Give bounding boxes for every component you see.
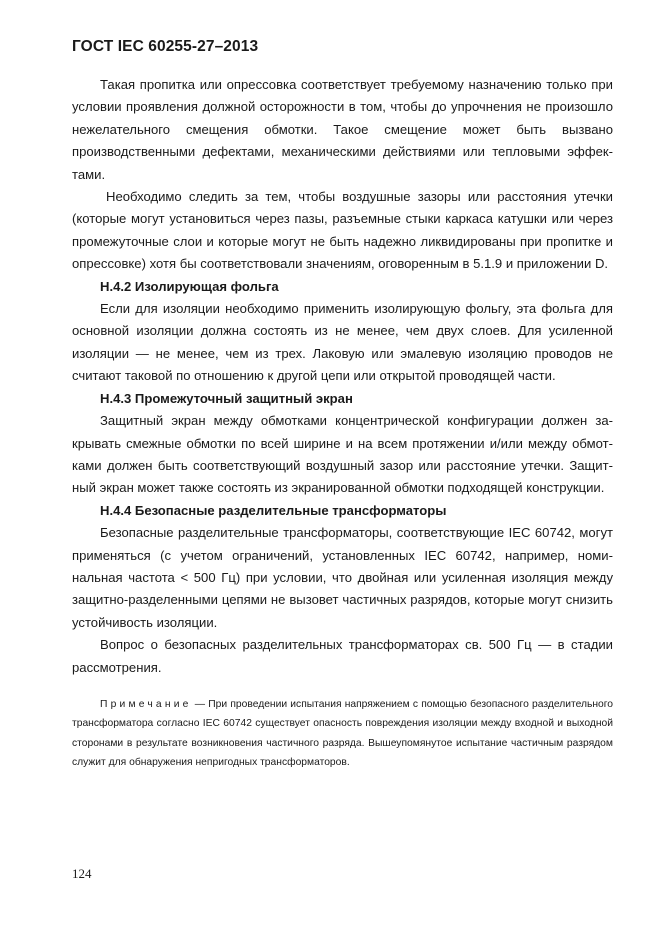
paragraph-insulating-foil: Если для изоляции необходимо применить изолирующую фольгу, эта фольга для основной изоляции должна состоять из не менее, чем двух слоев. Для усиленной изоляции — не менее, чем из трех. Лаковую или эмалевую изоляцию проводов не считают таковой по отношению к другой цепи или открытой проводящей части. xyxy=(72,301,613,384)
page-number: 124 xyxy=(72,866,92,881)
document-body xyxy=(72,74,613,773)
standard-header: ГОСТ IEC 60255-27–2013 xyxy=(72,38,259,55)
paragraph-air-gaps: Необходимо следить за тем, чтобы воздушные зазоры или расстояния утечки (которые могут установиться через пазы, разъемные стыки каркаса катушки или через промежуточные слои и которые могут не быть надежно ликвидированы при пропитке и опрессовке) хотя бы соответствовали значениям, оговоренным в 5.1.9 и приложении D. xyxy=(72,189,613,272)
paragraph-safety-transformers: Безопасные разделительные трансформаторы, соответствующие IEC 60742, могут применяться (с учетом ограничений, установленных IEC 60742, например, номинальная частота < 500 Гц) при условии, что двойная или усиленная изоляция между защитно-разделенными цепями не вызовет частичных разрядов, которые могут снизить устойчивость изоляции. xyxy=(72,525,613,630)
paragraph-protective-screen: Защитный экран между обмотками концентрической конфигурации должен закрывать смежные обмотки по всей ширине и на всем протяжении и/или между обмотками должен быть соответствующий воздушный зазор или расстояние утечки. Защитный экран может также состоять из экранированной обмотки подходящей конструкции. xyxy=(72,413,613,496)
paragraph-impregnation: Такая пропитка или опрессовка соответствует требуемому назначению только при условии проявления должной осторожности в том, чтобы до упрочнения не произошло нежелательного смещения обмотки. Такое смещение может быть вызвано производственными дефектами, механическими действиями или тепловыми эффектами. xyxy=(72,77,613,182)
paragraph-transformers-review: Вопрос о безопасных разделительных трансформаторах св. 500 Гц — в стадии рассмотрения. xyxy=(72,637,613,675)
note-block xyxy=(72,695,613,773)
section-title-safety-transformers: H.4.4 Безопасные разделительные трансформаторы xyxy=(100,502,447,518)
section-title-insulating-foil: H.4.2 Изолирующая фольга xyxy=(100,278,279,294)
note-spacer xyxy=(72,679,613,695)
note-text: — При проведении испытания напряжением с помощью безопасного разделительного трансформатора согласно IEC 60742 существует опасность повреждения изоляции между входной и выходной сторонами в результате возникновения частичного разряда. Вышеупомянутое испытание частичным разрядом служит для обнаружения непригодных трансформаторов. xyxy=(72,698,613,769)
section-title-protective-screen: H.4.3 Промежуточный защитный экран xyxy=(100,390,353,406)
note-label: Примечание xyxy=(100,698,192,710)
